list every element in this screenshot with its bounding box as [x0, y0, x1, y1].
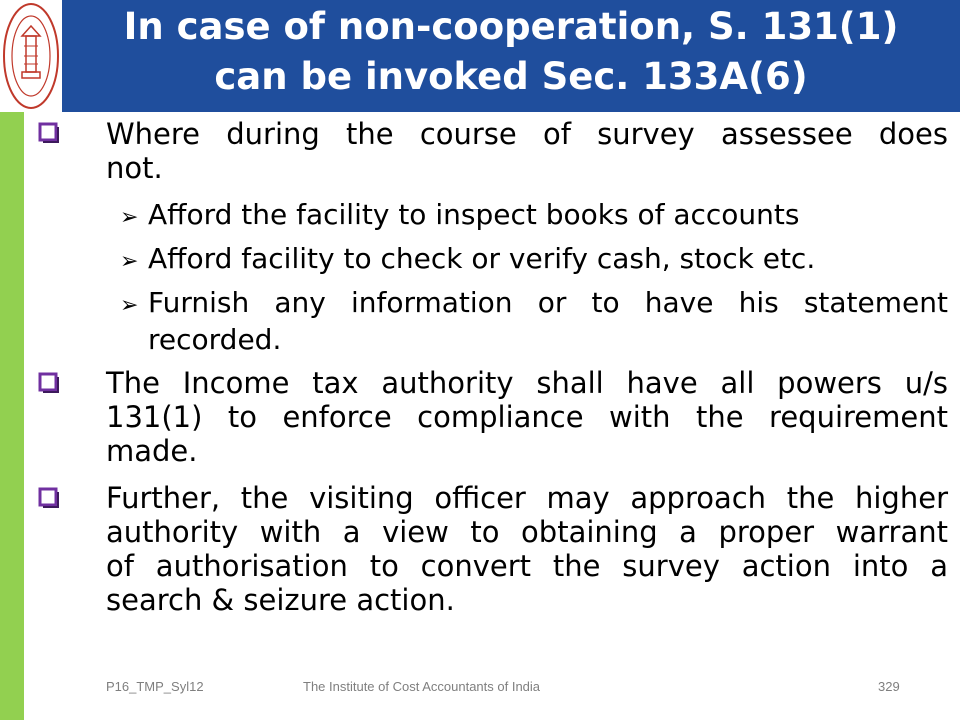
sub-bullet-item: ➢ Afford the facility to inspect books of accounts: [120, 198, 948, 235]
sub-bullet-item: ➢ Furnish any information or to have his statement recorded.: [120, 286, 948, 356]
bullet-item: The Income tax authority shall have all powers u/s 131(1) to enforce compliance with the requirement made.: [106, 366, 948, 468]
title-line-2: can be invoked Sec. 133A(6): [214, 55, 808, 98]
bullet-item: Where during the course of survey assessee does not.: [106, 117, 948, 185]
footer-code: P16_TMP_Syl12: [106, 679, 204, 694]
arrow-bullet-icon: ➢: [120, 205, 139, 230]
institute-logo: [2, 2, 60, 110]
checkbox-bullet-icon: [38, 372, 60, 394]
footer-institute: The Institute of Cost Accountants of India: [303, 679, 541, 694]
accent-bar: [0, 112, 24, 720]
arrow-bullet-icon: ➢: [120, 293, 139, 318]
slide-header: [0, 0, 960, 112]
bullet-item: Further, the visiting officer may approach the higher authority with a view to obtaining a proper warrant of authorisation to convert the survey action into a search & seizure action.: [106, 481, 948, 617]
page-number: 329: [878, 679, 900, 694]
arrow-bullet-icon: ➢: [120, 249, 139, 274]
checkbox-bullet-icon: [38, 487, 60, 509]
sub-bullet-item: ➢ Afford facility to check or verify cash, stock etc.: [120, 242, 948, 279]
title-line-1: In case of non-cooperation, S. 131(1): [123, 5, 899, 48]
checkbox-bullet-icon: [38, 122, 60, 144]
slide-title: [62, 2, 960, 102]
